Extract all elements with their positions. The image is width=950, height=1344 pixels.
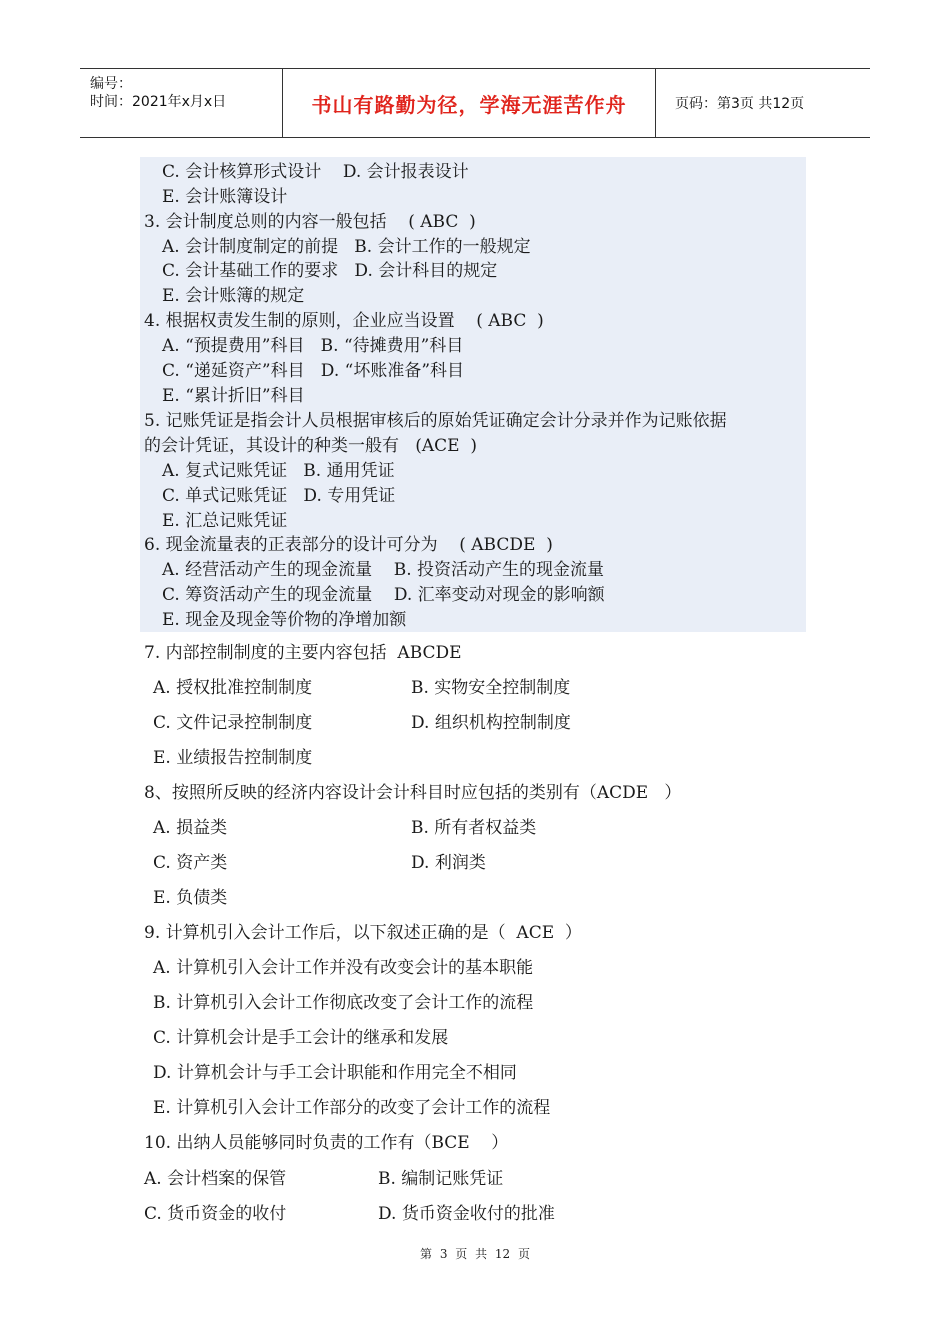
option: A. 会计档案的保管 <box>144 1169 287 1189</box>
option: B. 计算机引入会计工作彻底改变了会计工作的流程 <box>153 993 534 1013</box>
text-line: A. 会计制度制定的前提 B. 会计工作的一般规定 <box>162 237 531 257</box>
header-meta <box>80 69 283 137</box>
text-line: A. “预提费用”科目 B. “待摊费用”科目 <box>162 336 464 356</box>
text-line: E. 会计账簿设计 <box>162 187 288 207</box>
option: E. 负债类 <box>153 888 228 908</box>
option: B. 编制记账凭证 <box>378 1169 504 1189</box>
page-info-text: 页码：第3页 共12页 <box>675 96 805 112</box>
option: C. 文件记录控制制度 <box>153 713 313 733</box>
page-header <box>80 68 870 138</box>
question-5: 5. 记账凭证是指会计人员根据审核后的原始凭证确定会计分录并作为记账依据 <box>144 411 727 431</box>
text-line: A. 经营活动产生的现金流量 B. 投资活动产生的现金流量 <box>162 560 604 580</box>
option: D. 货币资金收付的批准 <box>378 1204 555 1224</box>
option: A. 授权批准控制制度 <box>153 678 313 698</box>
question-10: 10. 出纳人员能够同时负责的工作有（BCE ） <box>144 1133 509 1153</box>
option: C. 计算机会计是手工会计的继承和发展 <box>153 1028 449 1048</box>
text-line: C. 单式记账凭证 D. 专用凭证 <box>162 486 396 506</box>
option: B. 实物安全控制制度 <box>411 678 571 698</box>
text-line: C. 会计核算形式设计 D. 会计报表设计 <box>162 162 469 182</box>
option: C. 资产类 <box>153 853 228 873</box>
header-page-info <box>665 69 870 137</box>
option: D. 利润类 <box>411 853 486 873</box>
text-line: C. 筹资活动产生的现金流量 D. 汇率变动对现金的影响额 <box>162 585 605 605</box>
option: A. 损益类 <box>153 818 228 838</box>
option: D. 组织机构控制制度 <box>411 713 571 733</box>
text-line: E. 会计账簿的规定 <box>162 286 305 306</box>
option: D. 计算机会计与手工会计职能和作用完全不相同 <box>153 1063 517 1083</box>
question-8: 8、按照所反映的经济内容设计会计科目时应包括的类别有（ACDE ） <box>144 783 682 803</box>
text-line: E. 汇总记账凭证 <box>162 511 288 531</box>
option: B. 所有者权益类 <box>411 818 537 838</box>
question-9: 9. 计算机引入会计工作后，以下叙述正确的是（ ACE ） <box>144 923 582 943</box>
time-label: 时间：2021年x月x日 <box>90 94 227 110</box>
question-4: 4. 根据权责发生制的原则，企业应当设置 ( ABC ) <box>144 311 544 331</box>
option: E. 计算机引入会计工作部分的改变了会计工作的流程 <box>153 1098 551 1118</box>
option: E. 业绩报告控制制度 <box>153 748 313 768</box>
text-line: C. “递延资产”科目 D. “坏账准备”科目 <box>162 361 465 381</box>
text-line: A. 复式记账凭证 B. 通用凭证 <box>162 461 395 481</box>
question-7: 7. 内部控制制度的主要内容包括 ABCDE <box>144 643 462 663</box>
question-6: 6. 现金流量表的正表部分的设计可分为 ( ABCDE ) <box>144 535 553 555</box>
text-line: E. “累计折旧”科目 <box>162 386 305 406</box>
header-motto: 书山有路勤为径，学海无涯苦作舟 <box>283 69 656 137</box>
option: A. 计算机引入会计工作并没有改变会计的基本职能 <box>153 958 534 978</box>
option: C. 货币资金的收付 <box>144 1204 287 1224</box>
code-label: 编号： <box>90 76 132 92</box>
text-line: C. 会计基础工作的要求 D. 会计科目的规定 <box>162 261 498 281</box>
page-footer: 第 3 页 共 12 页 <box>420 1247 530 1261</box>
text-line: E. 现金及现金等价物的净增加额 <box>162 610 407 630</box>
question-3: 3. 会计制度总则的内容一般包括 ( ABC ) <box>144 212 476 232</box>
text-line: 的会计凭证，其设计的种类一般有 (ACE ) <box>144 436 477 456</box>
